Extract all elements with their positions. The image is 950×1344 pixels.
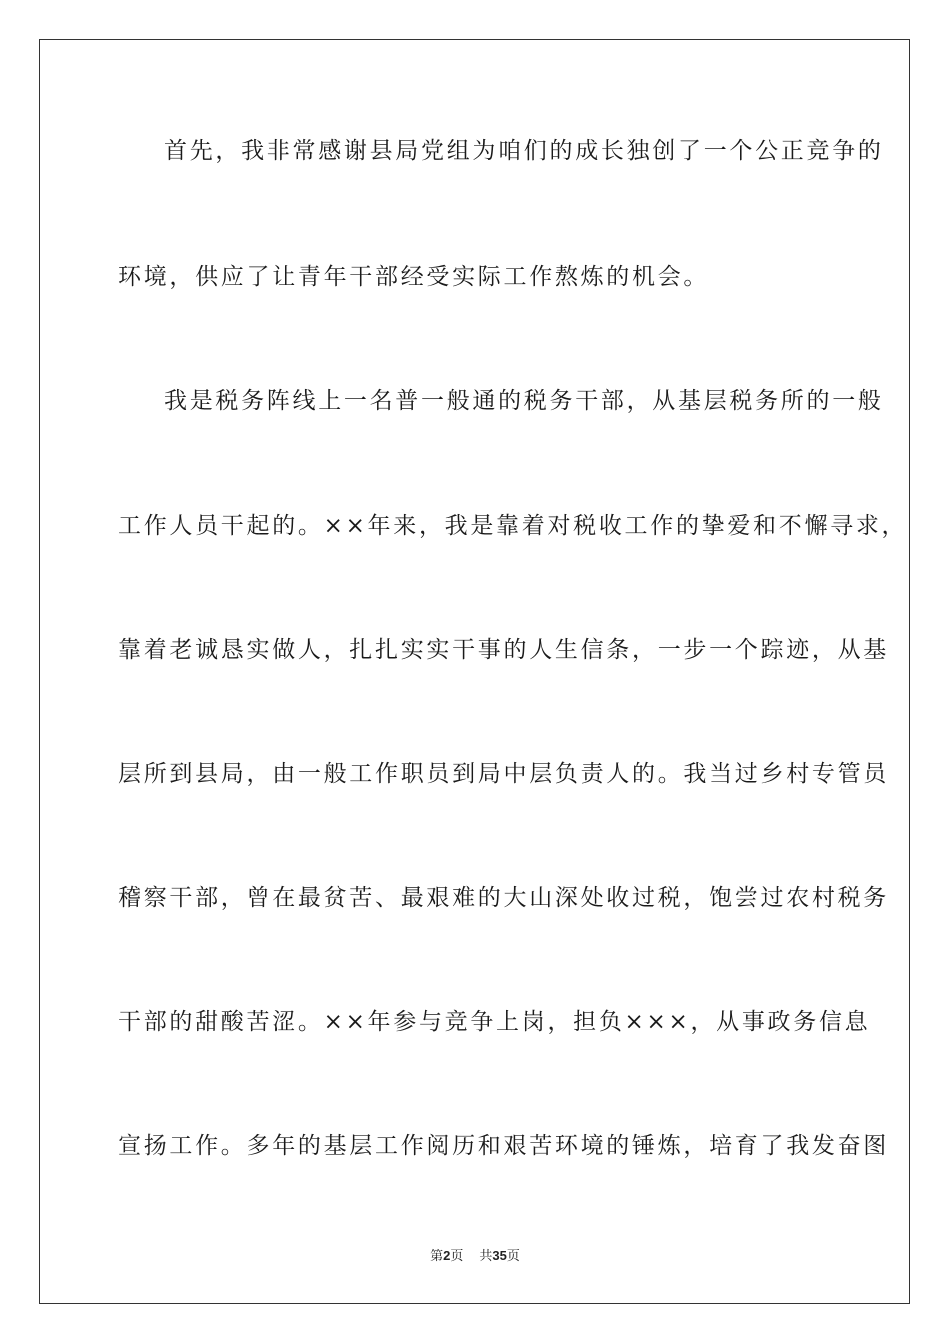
paragraph-line: 干部的甜酸苦涩。××年参与竞争上岗，担负×××，从事政务信息: [118, 1009, 871, 1035]
paragraph-line: 工作人员干起的。××年来，我是靠着对税收工作的挚爱和不懈寻求，: [118, 513, 908, 539]
total-pages: 35: [492, 1248, 507, 1263]
page-footer: [0, 1245, 950, 1264]
total-suffix: 页: [506, 1249, 520, 1264]
paragraph-line: 靠着老诚恳实做人，扎扎实实干事的人生信条，一步一个踪迹，从基: [118, 637, 889, 663]
paragraph-line: 稽察干部，曾在最贫苦、最艰难的大山深处收过税，饱尝过农村税务: [118, 885, 889, 911]
paragraph-line: 首先，我非常感谢县局党组为咱们的成长独创了一个公正竞争的: [164, 138, 884, 164]
paragraph-line: 环境，供应了让青年干部经受实际工作熬炼的机会。: [118, 264, 710, 290]
paragraph-line: 层所到县局，由一般工作职员到局中层负责人的。我当过乡村专管员: [118, 761, 889, 787]
page-prefix: 第: [430, 1249, 444, 1264]
total-prefix: 共: [479, 1249, 493, 1264]
page-suffix: 页: [450, 1249, 464, 1264]
paragraph-line: 宣扬工作。多年的基层工作阅历和艰苦环境的锤炼，培育了我发奋图: [118, 1133, 889, 1159]
page-number: 2: [443, 1248, 451, 1263]
paragraph-line: 我是税务阵线上一名普一般通的税务干部，从基层税务所的一般: [164, 388, 884, 414]
page-border: [39, 39, 910, 1304]
